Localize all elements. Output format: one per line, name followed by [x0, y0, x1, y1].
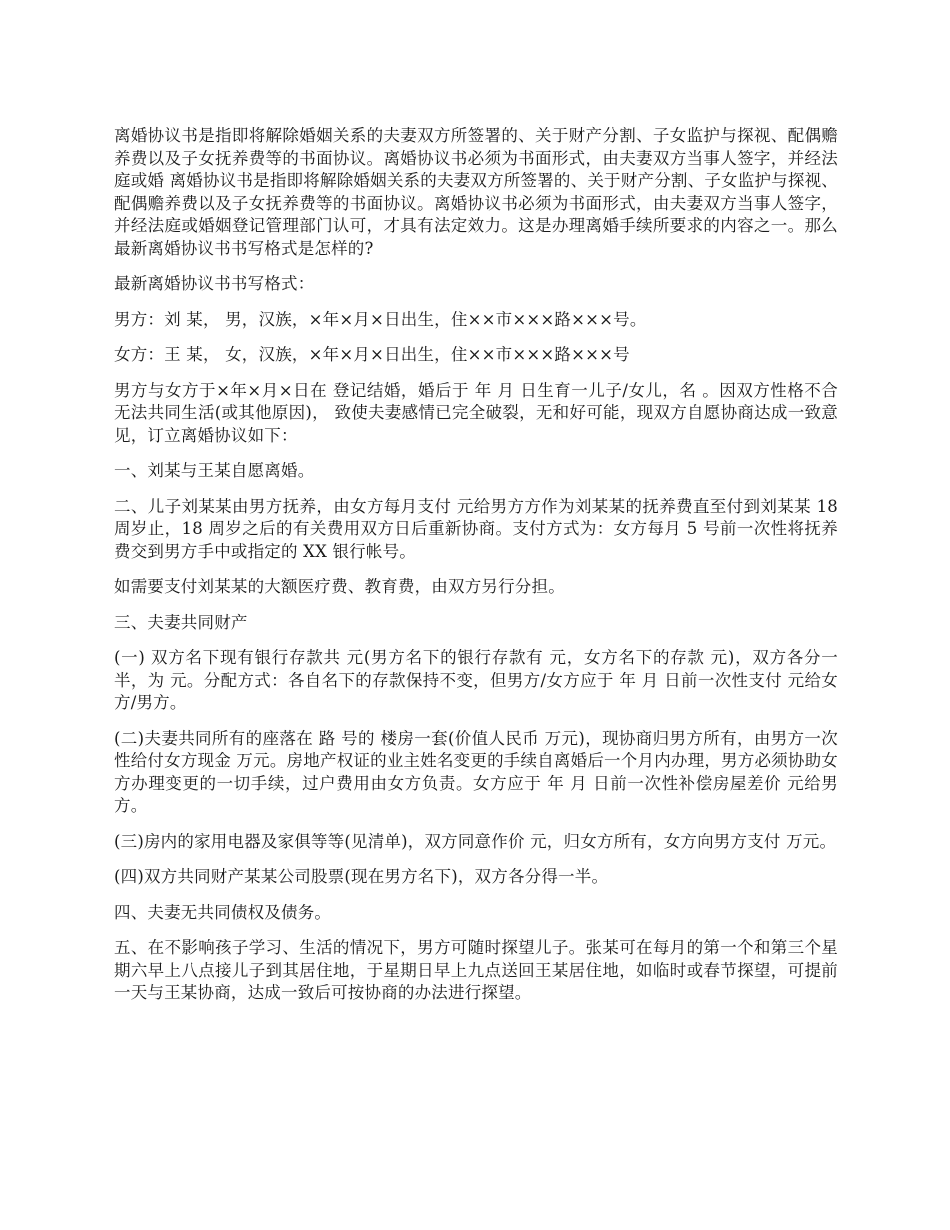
paragraph-clause-3-heading: 三、夫妻共同财产 [114, 612, 248, 632]
paragraph-clause-3-4: (四)双方共同财产某某公司股票(现在男方名下)，双方各分得一半。 [114, 867, 609, 886]
paragraph-clause-4: 四、夫妻无共同债权及债务。 [114, 902, 332, 922]
paragraph-medical-costs: 如需要支付刘某某的大额医疗费、教育费，由双方另行分担。 [114, 577, 565, 596]
paragraph-preamble: 男方与女方于×年×月×日在 登记结婚，婚后于 年 月 日生育一儿子/女儿，名 。因双方性格不合无法共同生活(或其他原因)， 致使夫妻感情已完全破裂，无和好可能，现双方自愿协商达成一致意见，订立离婚协议如下： [114, 380, 838, 445]
paragraph-clause-3-3: (三)房内的家用电器及家俱等等(见清单)，双方同意作价 元，归女方所有，女方向男方支付 万元。 [114, 831, 837, 851]
paragraph-intro: 离婚协议书是指即将解除婚姻关系的夫妻双方所签署的、关于财产分割、子女监护与探视、配偶赡养费以及子女抚养费等的书面协议。离婚协议书必须为书面形式，由夫妻双方当事人签字，并经法庭或婚 离婚协议书是指即将解除婚姻关系的夫妻双方所签署的、关于财产分割、子女监护与探视、配偶赡养费以及子女抚养费等的书面协议。离婚协议书必须为书面形式，由夫妻双方当事人签字，并经法庭或婚姻登记管理部门认可，才具有法定效力。这是办理离婚手续所要求的内容之一。那么最新离婚协议书书写格式是怎样的? [114, 126, 838, 258]
paragraph-format-heading: 最新离婚协议书书写格式： [114, 274, 315, 293]
paragraph-male-party: 男方：刘 某， 男，汉族，×年×月×日出生，住××市×××路×××号。 [114, 309, 647, 329]
paragraph-female-party: 女方：王 某， 女，汉族，×年×月×日出生，住××市×××路×××号 [114, 345, 630, 364]
document-body [114, 125, 838, 1018]
paragraph-clause-3-2: (二)夫妻共同所有的座落在 路 号的 楼房一套(价值人民币 万元)，现协商归男方所有，由男方一次性给付女方现金 万元。房地产权证的业主姓名变更的手续自离婚后一个月内办理，男方必须协助女方办理变更的一切手续，过户费用由女方负责。女方应于 年 月 日前一次性补偿房屋差价 元给男方。 [114, 728, 838, 815]
paragraph-clause-5: 五、在不影响孩子学习、生活的情况下，男方可随时探望儿子。张某可在每月的第一个和第三个星期六早上八点接儿子到其居住地，于星期日早上九点送回王某居住地，如临时或春节探望，可提前一天与王某协商，达成一致后可按协商的办法进行探望。 [114, 938, 838, 1002]
paragraph-clause-3-1: (一) 双方名下现有银行存款共 元(男方名下的银行存款有 元，女方名下的存款 元)，双方各分一半，为 元。分配方式：各自名下的存款保持不变，但男方/女方应于 年 月 日前一次性支付 元给女方/男方。 [114, 648, 838, 712]
paragraph-clause-1: 一、刘某与王某自愿离婚。 [114, 461, 315, 480]
paragraph-clause-2: 二、儿子刘某某由男方抚养，由女方每月支付 元给男方方作为刘某某的抚养费直至付到刘某某 18 周岁止，18 周岁之后的有关费用双方日后重新协商。支付方式为：女方每月 5 号前一次性将抚养费交到男方手中或指定的 XX 银行帐号。 [114, 496, 838, 561]
